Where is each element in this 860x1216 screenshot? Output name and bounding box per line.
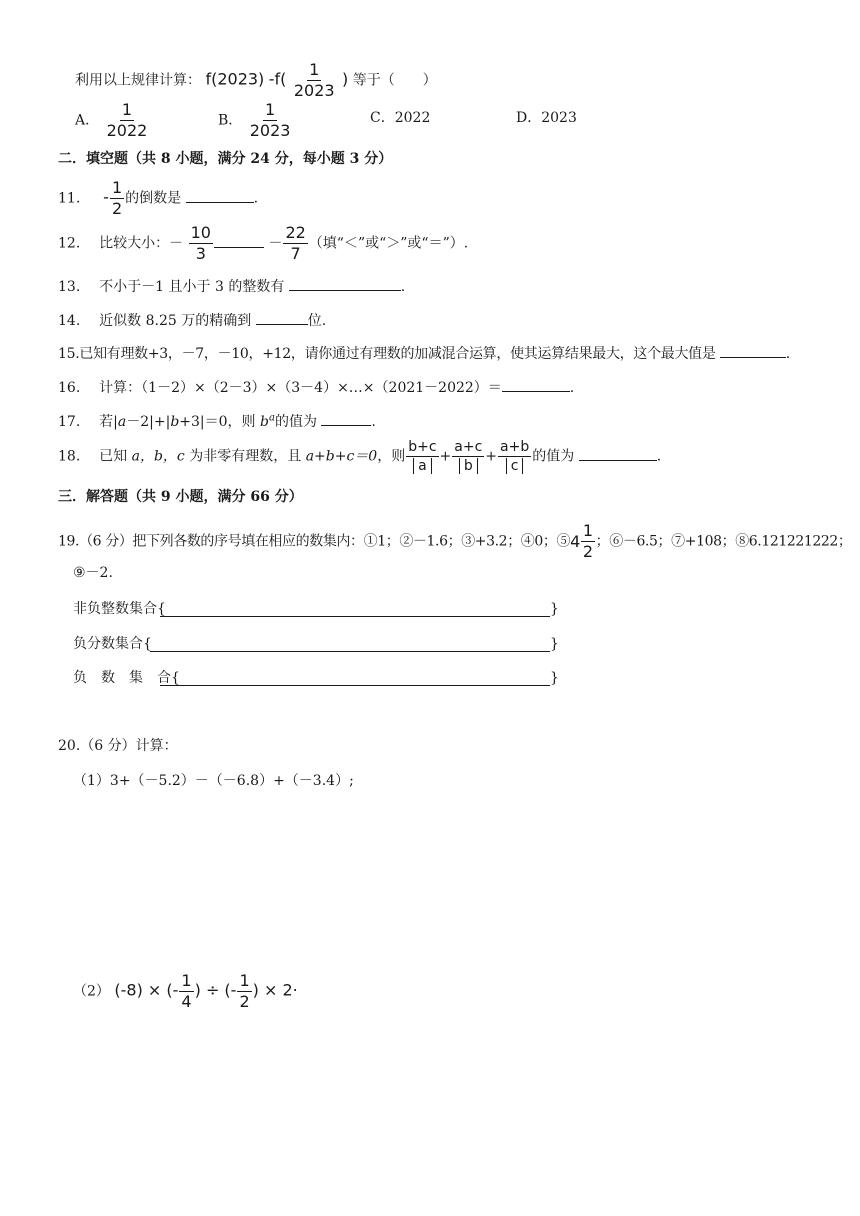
q16-answer-blank[interactable] [502,377,570,392]
q11: 11. - $\frac{1}{2}$ 的倒数是 . [58,178,259,218]
q10-option-d: D．2023 [516,110,577,126]
q11-fraction: $\frac{1}{2}$ [111,178,123,218]
q18-fraction-1: $\frac{b+c}{a}$ [408,439,437,474]
q10-f-left: f(2023) [205,69,265,89]
q10-option-a: A． $\frac{1}{2022}$ [75,100,148,140]
q17: 17. 若|a－2|+|b+3|＝0，则 $b^a$的值为 . [58,412,376,430]
q20-title: 20.（6 分）计算： [58,738,178,754]
set-neg-fractions: 负分数集合{ [73,636,152,652]
set-negatives-blank[interactable] [160,684,550,686]
q18-fraction-2: $\frac{a+c}{b}$ [454,439,483,474]
q14-answer-blank[interactable] [256,310,308,325]
q16: 16. 计算：（1－2）×（2－3）×（3－4）×…×（2021－2022）＝ . [58,377,574,395]
q10-line: 利用以上规律计算： f(2023) -f( $\frac{1}{2023}$ ) 等于（ ） [75,60,437,100]
option-b-fraction: $\frac{1}{2023}$ [249,100,291,140]
q20-part2: （2） (-8) × (- $\frac{1}{4}$ ) ÷ (- $\frac{1}{2}$ ) × 2· [73,971,298,1011]
q10-minus-f: -f( [268,69,287,89]
set-nonneg-integers-blank[interactable] [160,615,550,617]
q13-answer-blank[interactable] [289,276,401,291]
section3-title: 三．解答题（共 9 小题，满分 66 分） [58,489,303,505]
q18-answer-blank[interactable] [579,446,657,461]
q14: 14. 近似数 8.25 万的精确到 位. [58,310,326,328]
q17-answer-blank[interactable] [321,411,371,426]
q19-line2: ⑨－2. [73,565,113,581]
q18-fraction-3: $\frac{a+b}{c}$ [500,439,530,474]
q20-fraction-2: $\frac{1}{2}$ [239,971,250,1011]
q12-fraction-2: $\frac{22}{7}$ [285,223,306,263]
q10-fraction: $\frac{1}{2023}$ [293,60,335,100]
set-nonneg-integers: 非负整数集合{ [73,601,166,617]
q13: 13. 不小于－1 且小于 3 的整数有 . [58,276,405,294]
q15-answer-blank[interactable] [720,343,786,358]
q10-tail: 等于（ ） [352,72,437,89]
set-neg-fractions-blank[interactable] [150,650,550,652]
q10-intro: 利用以上规律计算： [75,72,201,89]
option-a-fraction: $\frac{1}{2022}$ [106,100,148,140]
q19-line1: 19.（6 分）把下列各数的序号填在相应的数集内：①1；②－1.6；③+3.2；④0；⑤ 4 $\frac{1}{2}$ ；⑥－6.5；⑦+108；⑧6.121221222； [58,521,852,561]
q12-answer-blank[interactable] [214,233,264,248]
q12-fraction-1: $\frac{10}{3}$ [190,223,211,263]
section2-title: 二．填空题（共 8 小题，满分 24 分，每小题 3 分） [58,151,393,167]
q19-mixed-number: 4 $\frac{1}{2}$ [570,521,593,561]
q11-answer-blank[interactable] [186,188,254,203]
q10-option-b: B． $\frac{1}{2023}$ [218,100,291,140]
q12: 12. 比较大小：－ $\frac{10}{3}$ － $\frac{22}{7}$ （填“＜”或“＞”或“＝”）. [58,223,469,263]
q15: 15.已知有理数+3，－7，－10，+12，请你通过有理数的加减混合运算，使其运算结果最大，这个最大值是 . [58,343,790,361]
set-negatives: 负 数 集 合{ [73,670,180,686]
q20-fraction-1: $\frac{1}{4}$ [181,971,192,1011]
q20-part1: （1）3+（－5.2）－（－6.8）+（－3.4）; [73,773,354,789]
q18: 18. 已知 a，b，c 为非零有理数，且 a+b+c＝0，则 $\frac{b+c}{a}$ + $\frac{a+c}{b}$ + $\frac{a+b}{c}$ 的值为 . [58,439,662,474]
q10-option-c: C．2022 [370,110,431,126]
